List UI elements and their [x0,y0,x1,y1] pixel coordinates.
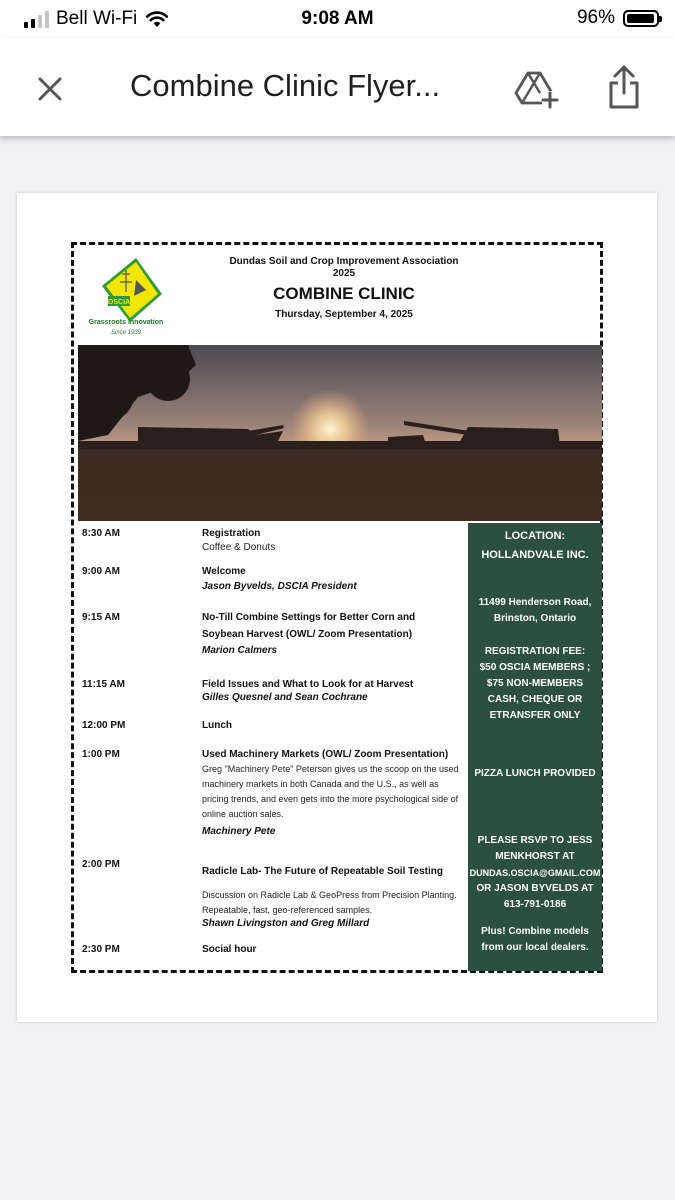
logo-tagline: Grassroots Innovation [88,319,164,326]
schedule-time: 9:15 AM [82,612,120,623]
schedule-speaker: Jason Byvelds, DSCIA President [202,581,357,592]
location-heading-line: LOCATION: [504,530,566,542]
document-title: Combine Clinic Flyer... [130,68,441,103]
schedule-speaker: Shawn Livingston and Greg Millard [202,918,370,929]
status-right [577,7,659,29]
dealer-note [468,924,602,956]
logo-emblem-text: OSCIA [107,299,131,306]
schedule-title: Registration [202,528,261,539]
rsvp-info [468,833,602,913]
schedule-time: 2:00 PM [82,859,120,870]
pizza-lunch-note: PIZZA LUNCH PROVIDED [474,768,596,779]
org-name: Dundas Soil and Crop Improvement Association [229,256,459,267]
schedule-time: 8:30 AM [82,528,120,539]
location-address [468,595,602,627]
schedule-title: Used Machinery Markets (OWL/ Zoom Presentation) [202,749,449,760]
close-icon[interactable] [30,69,70,109]
schedule-subtitle: Coffee & Donuts [202,542,276,553]
schedule-time: 11:15 AM [82,679,125,690]
location-panel [468,523,602,971]
oscia-logo [96,252,166,340]
add-to-drive-icon[interactable] [514,65,560,111]
rsvp-line: OR JASON BYVELDS AT [476,883,594,894]
app-bar [0,38,675,136]
schedule-description: Greg "Machinery Pete" Peterson gives us the scoop on the used machinery markets in both Canada and the U.S., as well as pricing trends, and even gets into the more psychological side of online auction sales. [202,764,459,819]
rsvp-line: PLEASE RSVP TO JESS [477,835,593,846]
fee-line: REGISTRATION FEE: [484,646,586,657]
schedule-title: No-Till Combine Settings for Better Corn and [202,612,416,623]
rsvp-line: MENKHORST AT [495,851,575,862]
schedule-description: Discussion on Radicle Lab & GeoPress from Precision Planting. Repeatable, fast, geo-referenced samples. [202,890,457,915]
battery-icon [623,10,659,27]
logo-since: Since 1939 [110,330,142,336]
schedule-title: Field Issues and What to Look for at Harvest [202,679,414,690]
schedule-title-line-2: Soybean Harvest (OWL/ Zoom Presentation) [202,629,413,640]
location-venue: HOLLANDVALE INC. [481,549,589,561]
address-line: 11499 Henderson Road, [478,597,592,608]
status-bar [0,0,675,38]
rsvp-phone: 613-791-0186 [503,899,567,910]
schedule-speaker: Gilles Quesnel and Sean Cochrane [202,692,368,703]
harvest-sunset-photo [78,345,602,521]
event-year: 2025 [332,268,356,279]
schedule-title: Welcome [202,566,246,577]
fee-line: $50 OSCIA MEMBERS ; [479,662,591,673]
schedule-speaker: Marion Calmers [202,645,278,656]
carrier-label: Bell Wi-Fi [56,8,138,29]
document-page[interactable] [17,193,657,1022]
schedule-speaker: Machinery Pete [202,826,276,837]
location-heading [468,527,602,565]
event-date: Thursday, September 4, 2025 [275,309,413,320]
dealer-line: Plus! Combine models [481,926,589,937]
schedule-title: Social hour [202,944,257,955]
registration-fee [468,644,602,724]
share-icon[interactable] [604,63,644,111]
schedule-time: 9:00 AM [82,566,120,577]
dealer-line: from our local dealers. [481,942,589,953]
schedule-time: 12:00 PM [82,720,126,731]
schedule-time: 2:30 PM [82,944,120,955]
flyer [71,242,603,973]
status-time: 9:08 AM [301,8,374,29]
fee-line: ETRANSFER ONLY [489,710,581,721]
battery-percent: 96% [576,7,615,28]
event-title: COMBINE CLINIC [273,284,415,303]
schedule-title: Lunch [202,720,232,731]
schedule-time: 1:00 PM [82,749,120,760]
fee-line: $75 NON-MEMBERS [486,678,584,689]
rsvp-email: DUNDAS.OSCIA@GMAIL.COM [469,868,601,878]
fee-line: CASH, CHEQUE OR [487,694,583,705]
schedule-title: Radicle Lab- The Future of Repeatable Soil Testing [202,866,443,877]
address-line: Brinston, Ontario [493,613,577,624]
